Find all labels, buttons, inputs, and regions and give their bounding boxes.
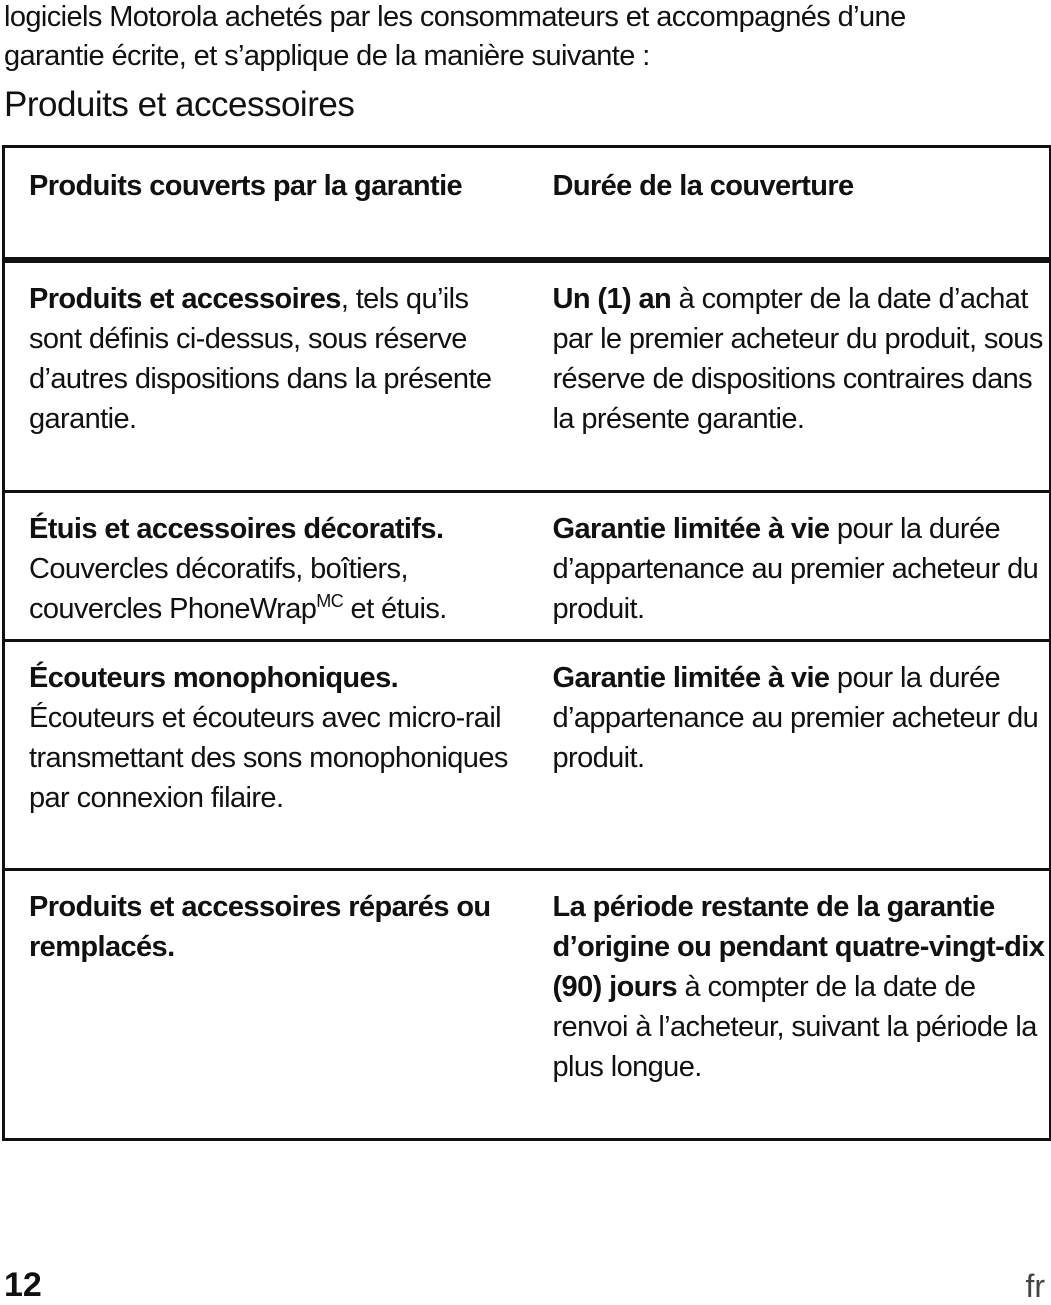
- duration-text: à compter de la date d’achat par le premier acheteur du produit, sous réserve de dispositions contraires dans la présente garantie.: [552, 283, 1043, 435]
- duration-text: pour la durée d’appartenance au premier acheteur du produit.: [552, 662, 1039, 774]
- duration-text: à compter de la date de renvoi à l’acheteur, suivant la période la plus longue.: [552, 971, 1037, 1083]
- products-cell: [4, 492, 527, 641]
- warranty-table: [2, 145, 1051, 1141]
- products-cell: [4, 870, 527, 1140]
- products-lead: Produits et accessoires: [29, 283, 341, 315]
- products-cell: [4, 260, 527, 492]
- duration-cell: [527, 492, 1051, 641]
- products-lead: Produits et accessoires réparés ou remplacés.: [29, 891, 491, 963]
- duration-cell: [527, 870, 1051, 1140]
- products-lead: Écouteurs monophoniques.: [29, 662, 399, 694]
- intro-paragraph: [4, 0, 1044, 76]
- table-row: [4, 492, 1051, 641]
- duration-lead: Un (1) an: [552, 283, 672, 315]
- products-text-end: et étuis.: [343, 593, 447, 625]
- table-header-row: [4, 147, 1051, 261]
- intro-line-2: garantie écrite, et s’applique de la manière suivante :: [4, 40, 650, 72]
- products-text: Écouteurs et écouteurs avec micro-rail transmettant des sons monophoniques par connexion filaire.: [29, 702, 508, 814]
- header-products: Produits couverts par la garantie: [4, 147, 527, 261]
- products-cell: [4, 641, 527, 870]
- language-code: fr: [1025, 1268, 1045, 1304]
- header-duration: Durée de la couverture: [527, 147, 1051, 261]
- products-text: Couvercles décoratifs, boîtiers, couvercles PhoneWrap: [29, 553, 408, 625]
- duration-lead: Garantie limitée à vie: [552, 662, 830, 694]
- duration-cell: [527, 641, 1051, 870]
- intro-line-1: logiciels Motorola achetés par les consommateurs et accompagnés d’une: [4, 1, 906, 33]
- products-lead: Étuis et accessoires décoratifs.: [29, 513, 444, 545]
- table-row: [4, 870, 1051, 1140]
- duration-cell: [527, 260, 1051, 492]
- duration-text: pour la durée d’appartenance au premier acheteur du produit.: [552, 513, 1039, 625]
- duration-lead: La période restante de la garantie d’origine ou pendant quatre-vingt-dix (90) jours: [552, 891, 1045, 1003]
- table-row: [4, 260, 1051, 492]
- trademark-superscript: MC: [316, 591, 344, 611]
- products-text: , tels qu’ils sont définis ci-dessus, sous réserve d’autres dispositions dans la présente garantie.: [29, 283, 492, 435]
- section-heading: Produits et accessoires: [4, 85, 355, 124]
- page-number: 12: [4, 1266, 42, 1304]
- duration-lead: Garantie limitée à vie: [552, 513, 830, 545]
- table-row: [4, 641, 1051, 870]
